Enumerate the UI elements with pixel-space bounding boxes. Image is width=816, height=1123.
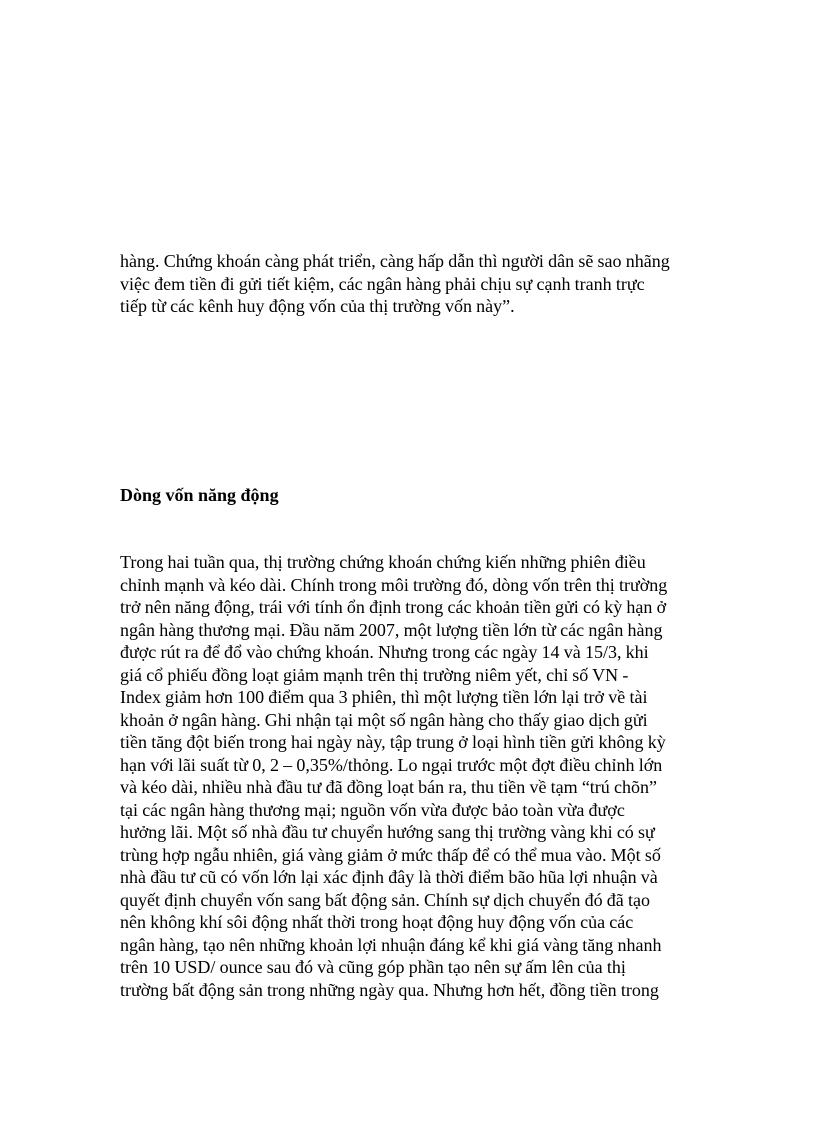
text-line: Trong hai tuần qua, thị trường chứng khoán chứng kiến những phiên điều xyxy=(120,552,646,572)
text-line: hạn với lãi suất từ 0, 2 – 0,35%/thỏng. Lo ngại trước một đợt điều chỉnh lớn xyxy=(120,754,663,775)
text-line: Index giảm hơn 100 điểm qua 3 phiên, thì một lượng tiền lớn lại trở về tài xyxy=(120,687,648,707)
text-line: tại các ngân hàng thương mại; nguồn vốn vừa được bảo toàn vừa được xyxy=(120,799,625,820)
body-paragraph xyxy=(120,551,700,1001)
text-line: trường bất động sản trong những ngày qua. Nhưng hơn hết, đồng tiền trong xyxy=(120,979,659,1000)
text-line: trùng hợp ngẫu nhiên, giá vàng giảm ở mức thấp để có thể mua vào. Một số xyxy=(120,844,661,865)
text-line: giá cổ phiếu đồng loạt giảm mạnh trên thị trường niêm yết, chỉ số VN - xyxy=(120,664,629,685)
section-heading: Dòng vốn năng động xyxy=(120,485,279,505)
text-line: nên không khí sôi động nhất thời trong hoạt động huy động vốn của các xyxy=(120,912,634,932)
text-line: và kéo dài, nhiều nhà đầu tư đã đồng loạt bán ra, thu tiền về tạm “trú chõn” xyxy=(120,777,657,797)
text-line: việc đem tiền đi gửi tiết kiệm, các ngân hàng phải chịu sự cạnh tranh trực xyxy=(120,273,645,294)
text-line: tiền tăng đột biến trong hai ngày này, tập trung ở loại hình tiền gửi không kỳ xyxy=(120,732,666,752)
text-line: nhà đầu tư cũ có vốn lớn lại xác định đây là thời điểm bão hũa lợi nhuận và xyxy=(120,867,658,887)
text-line: quyết định chuyển vốn sang bất động sản. Chính sự dịch chuyển đó đã tạo xyxy=(120,889,650,910)
intro-paragraph xyxy=(120,250,700,318)
text-line: trên 10 USD/ ounce sau đó và cũng góp phần tạo nên sự ấm lên của thị xyxy=(120,957,626,977)
text-line: chỉnh mạnh và kéo dài. Chính trong môi trường đó, dòng vốn trên thị trường xyxy=(120,574,668,595)
text-line: trở nên năng động, trái với tính ổn định trong các khoản tiền gửi có kỳ hạn ở xyxy=(120,597,667,617)
text-line: ngân hàng thương mại. Đầu năm 2007, một lượng tiền lớn từ các ngân hàng xyxy=(120,619,663,640)
text-line: ngân hàng, tạo nên những khoản lợi nhuận đáng kể khi giá vàng tăng nhanh xyxy=(120,934,662,955)
text-line: được rút ra để đổ vào chứng khoán. Nhưng trong các ngày 14 và 15/3, khi xyxy=(120,642,649,662)
text-line: khoản ở ngân hàng. Ghi nhận tại một số ngân hàng cho thấy giao dịch gửi xyxy=(120,709,648,730)
text-line: hưởng lãi. Một số nhà đầu tư chuyển hướng sang thị trường vàng khi có sự xyxy=(120,822,655,842)
text-line: tiếp từ các kênh huy động vốn của thị trường vốn này”. xyxy=(120,296,515,316)
text-line: hàng. Chứng khoán càng phát triển, càng hấp dẫn thì người dân sẽ sao nhãng xyxy=(120,251,670,271)
